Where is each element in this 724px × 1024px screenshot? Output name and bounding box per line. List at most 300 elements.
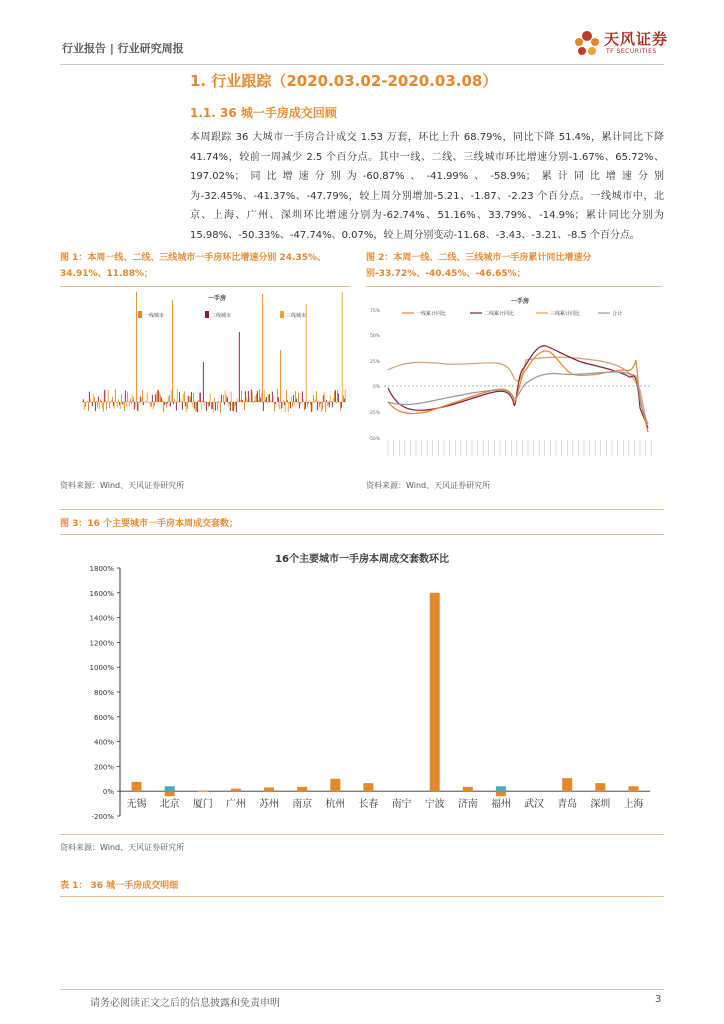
fig1-bar <box>120 402 121 409</box>
fig1-bar <box>186 402 187 412</box>
fig2-legend <box>402 310 622 317</box>
fig1-bar <box>192 402 193 407</box>
fig1-bar <box>116 402 117 403</box>
fig1-chart <box>60 290 350 468</box>
fig1-bar <box>205 401 206 402</box>
fig1-bar <box>144 402 145 403</box>
fig1-bar <box>230 402 231 411</box>
fig1-bar <box>134 402 135 410</box>
fig1-bar <box>213 402 214 413</box>
fig1-bar <box>211 402 212 410</box>
fig1-bar <box>343 395 344 402</box>
fig3-x-label: 济南 <box>457 799 478 811</box>
fig1-legend <box>138 311 306 319</box>
fig1-bar <box>210 394 211 402</box>
fig1-bar <box>328 402 329 405</box>
fig1-bar <box>132 395 133 402</box>
fig1-bar <box>248 391 249 402</box>
fig1-bar <box>292 402 293 407</box>
fig3-x-label: 杭州 <box>325 799 346 811</box>
fig1-bar <box>206 402 207 411</box>
fig1-bar <box>257 391 258 402</box>
fig1-bar <box>218 401 219 402</box>
fig1-bar <box>305 402 306 409</box>
fig1-bar <box>246 397 247 402</box>
fig1-bar <box>301 402 302 403</box>
fig1-bar <box>253 402 254 403</box>
fig1-bar <box>324 392 325 402</box>
fig1-bar <box>135 402 136 407</box>
fig1-bar <box>300 402 301 405</box>
fig1-bar <box>129 402 130 407</box>
fig1-bar <box>326 400 327 402</box>
fig1-bar <box>83 399 84 402</box>
fig2-y-tick: -50% <box>368 437 380 442</box>
fig1-bar <box>105 390 106 402</box>
fig1-bar <box>338 394 339 402</box>
fig1-bar <box>241 391 242 402</box>
fig1-bar <box>308 402 309 403</box>
fig1-bar <box>269 394 270 402</box>
fig1-bar <box>141 397 142 402</box>
fig1-bar <box>96 401 97 402</box>
fig1-bar <box>87 401 88 402</box>
fig1-bar <box>229 402 230 404</box>
fig1-bar <box>156 392 157 402</box>
fig1-bar <box>283 400 284 402</box>
fig1-bar <box>84 402 85 410</box>
fig1-bar <box>271 402 272 403</box>
fig1-bar <box>143 402 144 405</box>
fig1-bar <box>232 402 233 411</box>
table1-caption: 表 1： 36 城一手房成交明细 <box>60 881 179 891</box>
page-number: 3 <box>655 994 662 1005</box>
fig1-caption: 图 1：本周一线、二线、三线城市一手房环比增速分别 24.35%、34.91%、11.88%； <box>60 253 327 279</box>
fig3-y-tick: 1000% <box>89 664 114 673</box>
fig1-bar <box>252 392 253 402</box>
fig1-bar <box>295 391 296 402</box>
fig2-legend-2: 二线累计同比 <box>484 311 515 317</box>
fig1-bar <box>274 402 275 412</box>
fig1-bar <box>318 402 319 403</box>
fig1-bar <box>180 399 181 402</box>
fig1-bar <box>341 402 342 408</box>
fig1-bar <box>225 390 226 402</box>
fig1-bar <box>299 402 300 409</box>
fig1-bar <box>296 398 297 402</box>
fig1-bar <box>178 402 179 403</box>
fig3-x-label: 南宁 <box>391 799 412 811</box>
fig3-x-label: 厦门 <box>192 799 213 811</box>
section-heading: 1. 行业跟踪（2020.03.02-2020.03.08） <box>190 72 498 90</box>
fig3-y-tick: 400% <box>93 738 114 747</box>
fig1-bar <box>219 402 220 403</box>
fig1-bar <box>244 402 245 410</box>
fig1-bar <box>115 389 116 402</box>
fig1-bar <box>224 402 225 405</box>
fig1-bar <box>172 300 173 402</box>
fig1-bar <box>190 397 191 402</box>
fig1-bar <box>163 402 164 412</box>
fig1-bar <box>88 402 89 411</box>
fig3-y-tick: 200% <box>93 763 114 772</box>
fig1-bar <box>334 392 335 402</box>
fig3-bar <box>562 778 572 791</box>
fig3-y-tick: 1400% <box>89 614 114 623</box>
fig1-bar <box>125 391 126 402</box>
fig1-bar <box>162 399 163 402</box>
fig1-bar <box>117 402 118 407</box>
fig1-bar <box>93 394 94 402</box>
fig3-x-label: 南京 <box>292 799 313 811</box>
fig2-y-tick: 25% <box>369 360 380 365</box>
fig1-bar <box>272 392 273 402</box>
fig1-bar <box>217 402 218 410</box>
fig1-bar <box>100 399 101 402</box>
fig3-x-label: 长春 <box>358 799 379 811</box>
fig1-bar <box>102 402 103 409</box>
fig1-bar <box>118 400 119 402</box>
fig1-bar <box>250 402 251 403</box>
fig3-bar <box>330 779 340 791</box>
fig1-bar <box>188 396 189 402</box>
fig1-bar <box>112 397 113 402</box>
fig1-bar <box>159 392 160 402</box>
fig1-bar <box>127 392 128 402</box>
fig1-bar <box>259 389 260 402</box>
fig1-bar <box>208 402 209 407</box>
fig1-bar <box>170 402 171 406</box>
fig1-bar <box>98 397 99 402</box>
fig3-x-label: 北京 <box>159 799 180 811</box>
fig1-bar <box>335 390 336 402</box>
fig1-bar <box>151 402 152 407</box>
fig2-title: 一手房 <box>511 298 530 305</box>
fig1-bar <box>182 402 183 410</box>
fig3-y-tick: 1600% <box>89 589 114 598</box>
fig3-y-tick: 1800% <box>89 565 114 573</box>
fig3-x-label: 青岛 <box>557 799 578 811</box>
fig1-bar <box>289 402 290 403</box>
fig1-bar <box>147 393 148 402</box>
subsection-heading: 1.1. 36 城一手房成交回顾 <box>190 106 337 120</box>
fig1-bar <box>258 400 259 402</box>
fig1-bar <box>104 390 105 402</box>
fig1-bar <box>286 390 287 402</box>
fig1-bar <box>148 402 149 403</box>
fig3-title: 16个主要城市一手房本周成交套数环比 <box>275 554 449 565</box>
fig1-bar <box>273 395 274 402</box>
fig3-x-label: 深圳 <box>590 799 611 811</box>
fig1-bar <box>277 389 278 402</box>
body-paragraph: 本周跟踪 36 大城市一手房合计成交 1.53 万套，环比上升 68.79%，同比下降 51.4%，累计同比下降 41.74%，较前一周减少 2.5 个百分点。其中一线、二线、三线城市环比增速分别-1.67%、65.72%、197.02%；同比增速分别为-60.87%、-41.99%、-58.9%；累计同比增速分别为-32.45%、-41.37%、-47.79%，较上周分别增加-5.21、-1.87、-2.23 个百分点。一线城市中，北京、上海、广州、深圳环比增速分别为-62.74%、51.16%、33.79%、-14.9%；累计同比分别为 15.98%、-50.33%、-47.74%、0.07%，较上周分别变动-11.68、-3.43、-3.21、-8.5 个百分点。 <box>190 132 664 241</box>
fig2-divider <box>366 286 662 287</box>
fig1-bar <box>267 402 268 403</box>
fig1-bar <box>133 397 134 402</box>
fig1-bar <box>311 402 312 412</box>
fig3-bar <box>628 786 638 791</box>
fig1-bar <box>130 398 131 402</box>
fig1-bar <box>316 391 317 402</box>
fig1-bar <box>278 397 279 402</box>
fig1-bar <box>261 393 262 402</box>
fig1-bar <box>187 402 188 409</box>
fig1-bar <box>196 402 197 411</box>
fig1-bar <box>291 397 292 402</box>
fig3-y-tick: 800% <box>93 689 114 697</box>
fig1-bar <box>260 398 261 402</box>
fig2-y-axis <box>368 308 380 442</box>
fig3-bar <box>496 786 506 791</box>
fig1-bar <box>91 402 92 403</box>
fig1-bar <box>113 402 114 406</box>
fig2-legend-3: 三线累计同比 <box>550 311 581 317</box>
fig1-bar <box>97 402 98 407</box>
fig1-bar <box>142 390 143 402</box>
fig1-bar <box>82 401 83 402</box>
fig1-bar <box>216 402 217 403</box>
fig2-line-total <box>388 372 648 424</box>
fig1-bar <box>137 402 138 411</box>
fig1-bar <box>238 402 239 403</box>
fig1-bar <box>119 402 120 405</box>
fig1-bar <box>200 393 201 402</box>
footer-disclaimer: 请务必阅读正文之后的信息披露和免责申明 <box>90 998 280 1009</box>
fig1-bar <box>181 402 182 403</box>
fig1-bar <box>158 391 159 402</box>
fig3-bar <box>165 786 175 791</box>
fig2-x-axis <box>388 440 651 456</box>
fig1-bar <box>124 402 125 411</box>
fig3-top-divider <box>60 509 664 510</box>
fig1-bar <box>177 389 178 402</box>
fig3-bar <box>496 791 506 796</box>
fig2-source: 资料来源：Wind、天风证券研究所 <box>366 481 491 490</box>
fig1-bar <box>327 402 328 406</box>
fig1-bar <box>236 402 237 412</box>
fig1-bar <box>106 402 107 410</box>
fig1-bar <box>209 402 210 406</box>
fig1-bar <box>103 402 104 412</box>
fig1-bar <box>185 402 186 406</box>
fig1-bar <box>189 396 190 402</box>
fig1-bar <box>245 391 246 402</box>
fig1-bar <box>265 399 266 402</box>
fig3-chart <box>60 540 664 832</box>
fig1-bar <box>336 402 337 404</box>
fig1-bar <box>140 396 141 402</box>
fig1-bar <box>345 390 346 402</box>
fig1-bar <box>202 401 203 402</box>
fig1-bar <box>254 401 255 402</box>
fig2-y-tick: -25% <box>368 411 380 416</box>
fig1-bar <box>320 402 321 403</box>
fig1-bar <box>314 402 315 403</box>
fig1-bar <box>275 402 276 404</box>
fig1-bar <box>195 402 196 412</box>
fig1-bar <box>152 395 153 402</box>
fig1-bar <box>312 402 313 411</box>
fig3-x-label: 苏州 <box>259 799 280 811</box>
fig1-bar <box>282 402 283 408</box>
fig1-bar <box>280 350 281 402</box>
fig1-bar <box>194 402 195 409</box>
fig2-legend-1: 一线累计同比 <box>416 311 447 317</box>
fig1-bar <box>204 402 205 406</box>
fig1-bar <box>303 399 304 402</box>
fig1-bar <box>128 402 129 403</box>
fig1-bar <box>319 402 320 407</box>
fig1-bar <box>168 396 169 402</box>
fig3-source: 资料来源：Wind、天风证券研究所 <box>60 843 185 852</box>
fig1-bar <box>193 393 194 402</box>
fig1-bar <box>290 402 291 408</box>
fig1-bar <box>94 397 95 402</box>
fig3-bar <box>264 787 274 791</box>
fig1-bar <box>344 399 345 402</box>
fig1-bar <box>284 402 285 405</box>
fig1-bar <box>298 393 299 402</box>
fig1-bar <box>279 402 280 409</box>
fig1-bar <box>179 392 180 402</box>
fig1-bar <box>153 402 154 410</box>
fig1-bar <box>109 402 110 408</box>
fig1-bar <box>228 402 229 406</box>
fig2-y-tick: 0% <box>372 385 380 390</box>
fig1-bar <box>198 400 199 402</box>
fig1-bar <box>201 402 202 409</box>
fig1-bar <box>294 402 295 405</box>
fig1-bar <box>331 401 332 402</box>
fig3-x-label: 宁波 <box>424 799 445 811</box>
fig3-y-tick: 0% <box>102 788 114 797</box>
fig3-bar <box>595 783 605 791</box>
fig3-bar <box>363 783 373 791</box>
fig1-bar <box>191 392 192 402</box>
fig1-bar <box>270 401 271 402</box>
fig1-bar <box>164 402 165 405</box>
fig1-bar <box>313 395 314 402</box>
fig1-bar <box>207 402 208 404</box>
fig1-bar <box>342 292 343 402</box>
fig3-caption-divider <box>60 534 664 535</box>
fig1-bar <box>268 395 269 402</box>
fig1-legend-2: 二线城市 <box>211 313 232 319</box>
fig1-bar <box>166 402 167 408</box>
fig1-bar <box>240 400 241 402</box>
fig1-bar <box>171 390 172 402</box>
fig1-bar <box>307 402 308 407</box>
header-divider <box>60 64 664 65</box>
fig1-bar <box>310 402 311 405</box>
fig1-bar <box>149 402 150 403</box>
fig1-bar <box>157 390 158 402</box>
fig1-bar <box>231 392 232 402</box>
fig1-bar <box>161 397 162 402</box>
fig1-bar <box>184 391 185 402</box>
fig1-bar <box>235 402 236 406</box>
fig1-bar <box>315 400 316 402</box>
fig1-bar <box>221 395 222 402</box>
fig1-bar <box>111 400 112 402</box>
fig1-bar <box>297 402 298 403</box>
fig1-bar <box>317 402 318 410</box>
fig1-bar <box>226 396 227 402</box>
fig1-bar <box>227 397 228 402</box>
fig2-y-tick: 75% <box>369 309 380 314</box>
fig1-bar <box>90 399 91 402</box>
fig1-bar <box>108 390 109 402</box>
fig1-bar <box>234 402 235 408</box>
fig1-bar <box>212 402 213 409</box>
fig1-bar <box>122 402 123 404</box>
fig1-bar <box>329 402 330 407</box>
fig3-x-label: 武汉 <box>524 799 545 811</box>
fig1-bar <box>276 402 277 403</box>
logo-flower-icon <box>570 26 604 60</box>
fig3-bar <box>463 787 473 791</box>
fig3-y-tick: -200% <box>91 813 114 821</box>
fig1-legend-1: 一线城市 <box>144 313 165 319</box>
fig1-bar <box>86 402 87 403</box>
fig1-legend-3: 三线城市 <box>286 313 307 319</box>
fig1-bar <box>337 390 338 402</box>
fig1-bar <box>223 395 224 402</box>
fig1-bar <box>237 398 238 402</box>
fig2-line-2 <box>388 346 648 428</box>
report-header: 行业报告 | 行业研究周报 <box>62 42 184 55</box>
fig1-title: 一手房 <box>208 295 227 302</box>
fig1-bar <box>175 402 176 403</box>
logo-subtitle: TF SECURITIES <box>606 48 657 55</box>
fig1-bar <box>121 394 122 402</box>
fig1-bar <box>233 402 234 411</box>
fig1-bar <box>333 398 334 402</box>
fig1-divider <box>60 286 350 287</box>
fig3-bar <box>430 593 440 791</box>
fig3-x-label: 福州 <box>490 799 511 811</box>
fig1-bar <box>197 402 198 412</box>
fig1-bar <box>242 400 243 402</box>
fig3-y-tick: 600% <box>93 713 114 722</box>
fig1-bar <box>304 402 305 411</box>
fig3-y-tick: 1200% <box>89 639 114 648</box>
fig1-bar <box>214 398 215 402</box>
fig3-x-label: 上海 <box>623 799 644 811</box>
fig1-bar <box>203 362 204 402</box>
fig3-caption: 图 3：16 个主要城市一手房本周成交套数； <box>60 519 239 529</box>
fig1-bar <box>165 402 166 404</box>
fig1-bar <box>293 395 294 402</box>
fig1-bar <box>145 401 146 402</box>
fig1-bar <box>263 402 264 411</box>
fig1-bar <box>285 402 286 412</box>
fig1-bar <box>154 402 155 406</box>
fig1-bar <box>139 402 140 403</box>
fig1-bar <box>169 395 170 402</box>
fig1-bar <box>114 402 115 409</box>
fig1-source: 资料来源：Wind、天风证券研究所 <box>60 481 185 490</box>
fig1-bar <box>183 394 184 402</box>
fig1-bar <box>309 401 310 402</box>
fig1-bar <box>243 402 244 403</box>
fig1-bar <box>321 402 322 412</box>
fig1-bar <box>287 400 288 402</box>
fig1-bar <box>220 402 221 413</box>
fig1-bar <box>95 402 96 411</box>
fig1-bar <box>146 402 147 403</box>
fig1-bar <box>110 402 111 403</box>
